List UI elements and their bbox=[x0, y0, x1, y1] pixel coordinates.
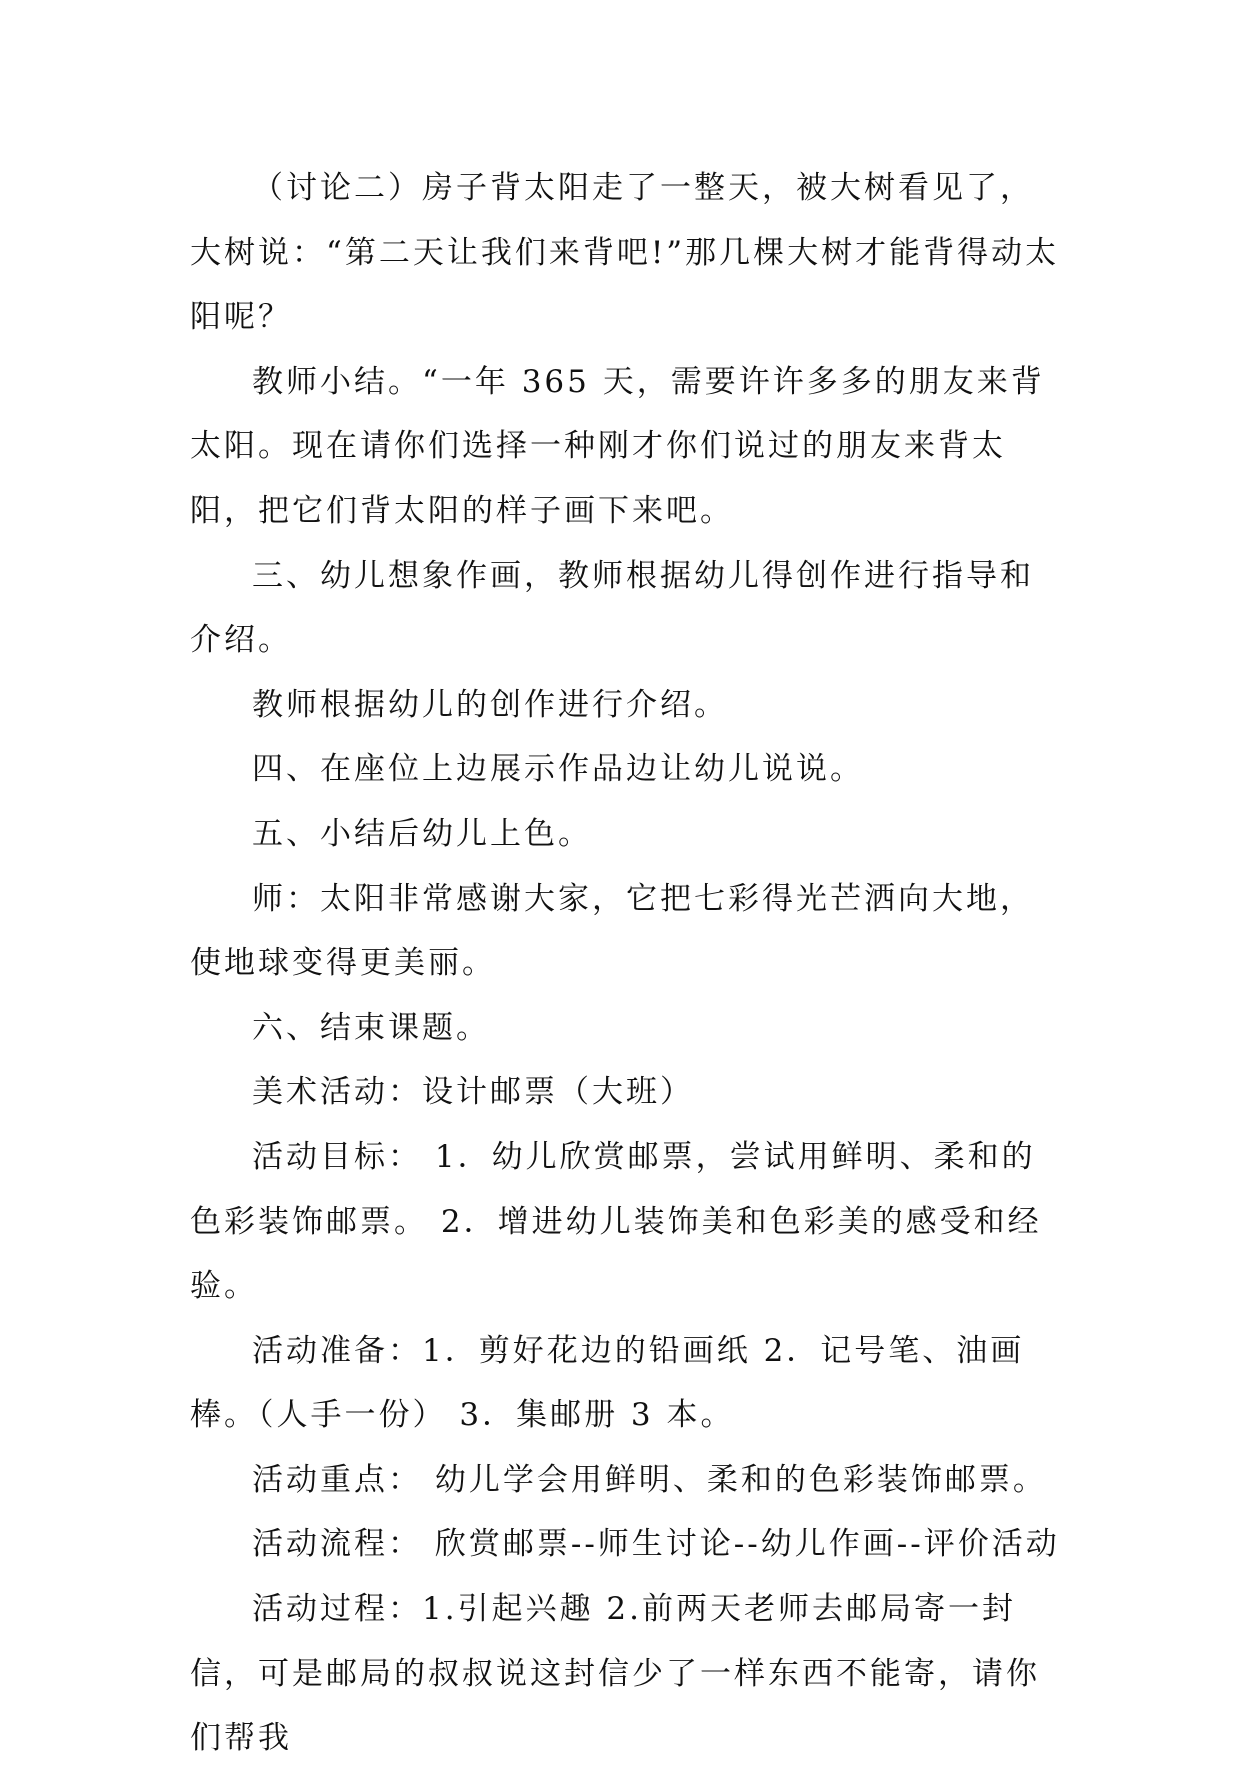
paragraph-teacher-introduce: 教师根据幼儿的创作进行介绍。 bbox=[252, 686, 728, 723]
paragraph-activity-flow: 活动流程： 欣赏邮票--师生讨论--幼儿作画--评价活动 bbox=[252, 1526, 1060, 1563]
paragraph-activity-title: 美术活动：设计邮票（大班） bbox=[252, 1074, 694, 1111]
document-body bbox=[190, 156, 1060, 1771]
paragraph-step-three: 三、幼儿想象作画，教师根据幼儿得创作进行指导和介绍。 bbox=[190, 557, 1034, 659]
paragraph-teacher-remark: 师：太阳非常感谢大家，它把七彩得光芒洒向大地，使地球变得更美丽。 bbox=[190, 880, 1034, 982]
paragraph-teacher-summary: 教师小结。“一年 365 天，需要许许多多的朋友来背太阳。现在请你们选择一种刚才你们说过的朋友来背太阳，把它们背太阳的样子画下来吧。 bbox=[190, 363, 1045, 529]
paragraph-step-four: 四、在座位上边展示作品边让幼儿说说。 bbox=[252, 751, 864, 788]
paragraph-activity-process: 活动过程：1.引起兴趣 2.前两天老师去邮局寄一封信，可是邮局的叔叔说这封信少了一样东西不能寄，请你们帮我 bbox=[190, 1591, 1040, 1757]
paragraph-activity-focus: 活动重点： 幼儿学会用鲜明、柔和的色彩装饰邮票。 bbox=[252, 1461, 1047, 1498]
paragraph-step-five: 五、小结后幼儿上色。 bbox=[252, 815, 592, 852]
paragraph-activity-preparation: 活动准备：1．剪好花边的铅画纸 2．记号笔、油画棒。（人手一份） 3．集邮册 3 本。 bbox=[190, 1332, 1025, 1434]
paragraph-step-six: 六、结束课题。 bbox=[252, 1009, 490, 1046]
paragraph-discussion-two: （讨论二）房子背太阳走了一整天，被大树看见了，大树说：“第二天让我们来背吧!”那几棵大树才能背得动太阳呢？ bbox=[190, 170, 1060, 336]
paragraph-activity-goals: 活动目标： 1．幼儿欣赏邮票，尝试用鲜明、柔和的色彩装饰邮票。 2．增进幼儿装饰美和色彩美的感受和经验。 bbox=[190, 1138, 1042, 1305]
